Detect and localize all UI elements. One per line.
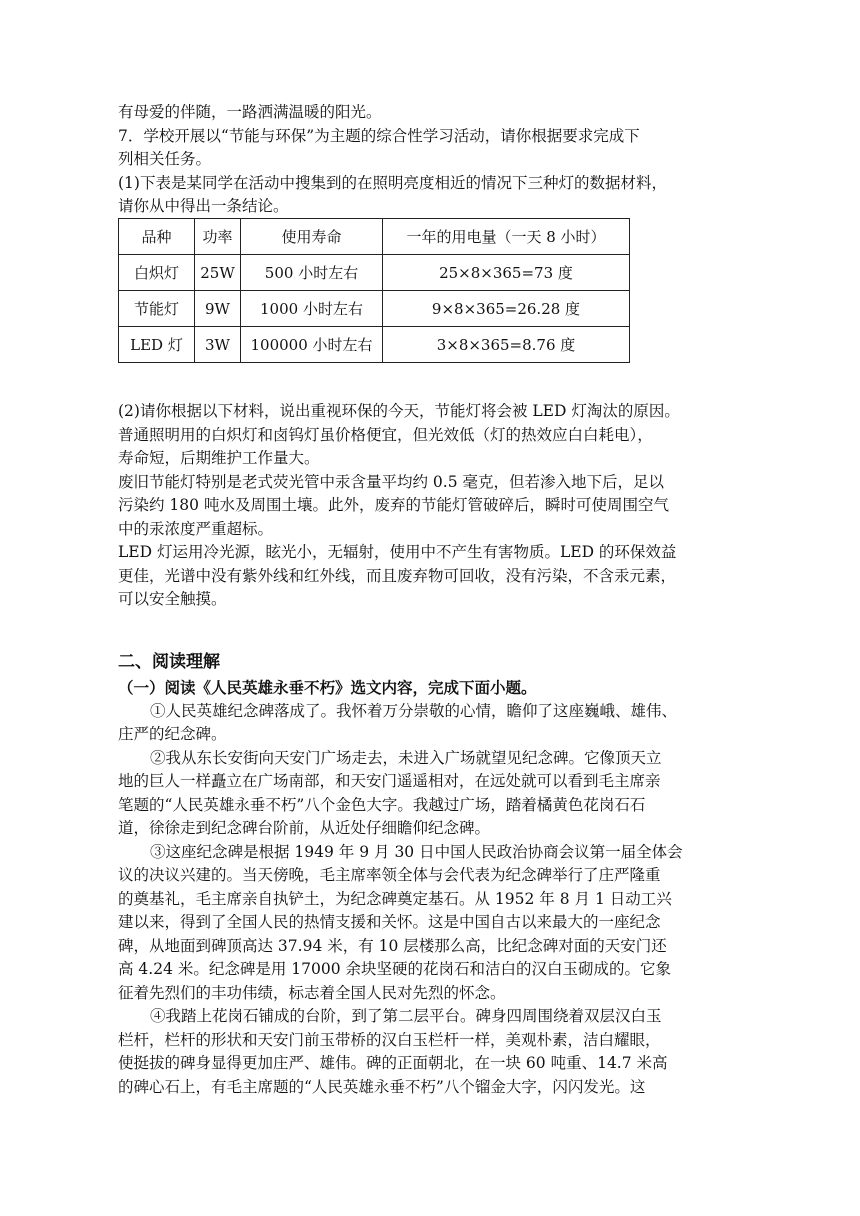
table-cell: 25W — [195, 255, 241, 291]
passage-line: ①人民英雄纪念碑落成了。我怀着万分崇敬的心情，瞻仰了这座巍峨、雄伟、 — [150, 702, 678, 720]
passage-line: 的奠基礼，毛主席亲自执铲土，为纪念碑奠定基石。从 1952 年 8 月 1 日动工兴 — [118, 890, 672, 908]
text-line: 列相关任务。 — [118, 150, 212, 168]
text-line: 可以安全触摸。 — [118, 590, 227, 608]
table-row — [119, 327, 630, 363]
passage-line: ③这座纪念碑是根据 1949 年 9 月 30 日中国人民政治协商会议第一届全体会 — [150, 843, 683, 861]
passage-line: 使挺拔的碑身显得更加庄严、雄伟。碑的正面朝北，在一块 60 吨重、14.7 米高 — [118, 1054, 668, 1072]
table-header-row — [119, 219, 630, 255]
text-line: 污染约 180 吨水及周围土壤。此外，废弃的节能灯管破碎后，瞬时可使周围空气 — [118, 496, 669, 514]
passage-line: 地的巨人一样矗立在广场南部，和天安门遥遥相对，在远处就可以看到毛主席亲 — [118, 772, 661, 790]
passage-line: 庄严的纪念碑。 — [118, 725, 227, 743]
table-header: 使用寿命 — [241, 219, 383, 255]
subsection-title: （一）阅读《人民英雄永垂不朽》选文内容，完成下面小题。 — [118, 678, 537, 697]
table-header: 品种 — [119, 219, 195, 255]
passage-line: 征着先烈们的丰功伟绩，标志着全国人民对先烈的怀念。 — [118, 984, 506, 1002]
passage-line: 建以来，得到了全国人民的热情支援和关怀。这是中国自古以来最大的一座纪念 — [118, 913, 661, 931]
table-cell: 1000 小时左右 — [241, 291, 383, 327]
table-cell: 白炽灯 — [119, 255, 195, 291]
table-row — [119, 255, 630, 291]
text-line: 寿命短，后期维护工作量大。 — [118, 449, 320, 467]
text-line: 中的汞浓度严重超标。 — [118, 520, 274, 538]
table-cell: LED 灯 — [119, 327, 195, 363]
text-line: 请你从中得出一条结论。 — [118, 197, 289, 215]
passage-line: 道，徐徐走到纪念碑台阶前，从近处仔细瞻仰纪念碑。 — [118, 819, 491, 837]
table-cell: 3×8×365=8.76 度 — [383, 327, 630, 363]
passage-line: ②我从东长安街向天安门广场走去，未进入广场就望见纪念碑。它像顶天立 — [150, 749, 662, 767]
table-cell: 节能灯 — [119, 291, 195, 327]
subquestion-2: (2)请你根据以下材料，说出重视环保的今天，节能灯将会被 LED 灯淘汰的原因。 — [118, 402, 680, 420]
text-line: LED 灯运用冷光源，眩光小，无辐射，使用中不产生有害物质。LED 的环保效益 — [118, 543, 677, 561]
lamp-data-table — [118, 218, 630, 363]
table-cell: 9W — [195, 291, 241, 327]
passage-line: 的碑心石上，有毛主席题的“人民英雄永垂不朽”八个镏金大字，闪闪发光。这 — [118, 1078, 646, 1096]
passage-line: 议的决议兴建的。当天傍晚，毛主席率领全体与会代表为纪念碑举行了庄严隆重 — [118, 866, 661, 884]
text-line: 更佳，光谱中没有紫外线和红外线，而且废弃物可回收，没有污染，不含汞元素， — [118, 567, 677, 585]
table-header: 功率 — [195, 219, 241, 255]
section-title: 二、阅读理解 — [118, 652, 220, 672]
table-cell: 25×8×365=73 度 — [383, 255, 630, 291]
text-line: 有母爱的伴随，一路洒满温暖的阳光。 — [118, 103, 382, 121]
passage-line: ④我踏上花岗石铺成的台阶，到了第二层平台。碑身四周围绕着双层汉白玉 — [150, 1007, 662, 1025]
table-cell: 3W — [195, 327, 241, 363]
table-cell: 9×8×365=26.28 度 — [383, 291, 630, 327]
subquestion-1: (1)下表是某同学在活动中搜集到的在照明亮度相近的情况下三种灯的数据材料， — [118, 174, 667, 192]
question-7: 7．学校开展以“节能与环保”为主题的综合性学习活动，请你根据要求完成下 — [118, 127, 640, 145]
passage-line: 栏杆，栏杆的形状和天安门前玉带桥的汉白玉栏杆一样，美观朴素，洁白耀眼， — [118, 1031, 661, 1049]
text-line: 普通照明用的白炽灯和卤钨灯虽价格便宜，但光效低（灯的热效应白白耗电）， — [118, 426, 653, 444]
table-header: 一年的用电量（一天 8 小时） — [383, 219, 630, 255]
passage-line: 碑，从地面到碑顶高达 37.94 米，有 10 层楼那么高，比纪念碑对面的天安门还 — [118, 937, 667, 955]
table-row — [119, 291, 630, 327]
text-line: 废旧节能灯特别是老式荧光管中汞含量平均约 0.5 毫克，但若渗入地下后，足以 — [118, 473, 665, 491]
table-cell: 500 小时左右 — [241, 255, 383, 291]
passage-line: 笔题的“人民英雄永垂不朽”八个金色大字。我越过广场，踏着橘黄色花岗石石 — [118, 796, 646, 814]
passage-line: 高 4.24 米。纪念碑是用 17000 余块坚硬的花岗石和洁白的汉白玉砌成的。它象 — [118, 960, 672, 978]
table-cell: 100000 小时左右 — [241, 327, 383, 363]
